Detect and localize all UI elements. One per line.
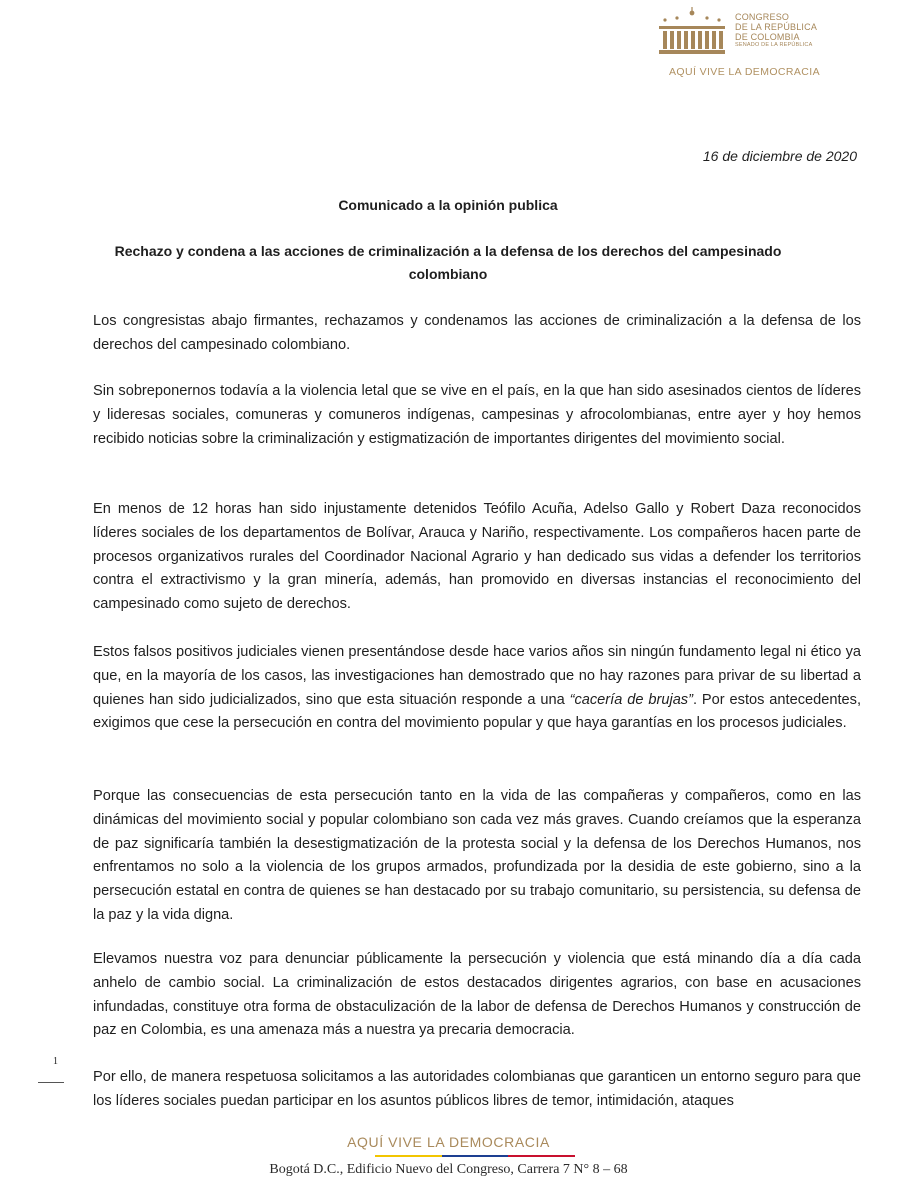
- italic-quote: “cacería de brujas”: [569, 691, 693, 708]
- body-paragraph: Porque las consecuencias de esta persecución tanto en la vida de las compañeras y compañeros, como en las dinámicas del movimiento social y popular colombiano son cada vez más graves. Cuando creíamos que la esperanza de paz significaría también la desestigmatización de la protesta social y la defensa de los Derechos Humanos, nos enfrentamos no solo a la violencia de los grupos armados, profundizada por la desidia de este gobierno, sino a la persecución estatal en contra de quienes se han destacado por su trabajo comunitario, su persistencia, su defensa de la paz y la vida digna.: [93, 788, 861, 923]
- document-subtitle: Rechazo y condena a las acciones de criminalización a la defensa de los derechos del campesinado colombiano: [114, 243, 782, 282]
- congress-logo: [655, 6, 820, 82]
- body-paragraph: Sin sobreponernos todavía a la violencia letal que se vive en el país, en la que han sido asesinados cientos de líderes y lideresas sociales, comuneras y comuneros indígenas, campesinas y afrocolombianas, entre ayer y hoy hemos recibido noticias sobre la criminalización y estigmatización de importantes dirigentes del movimiento social.: [93, 383, 861, 447]
- logo-line: CONGRESO: [735, 12, 790, 22]
- footer-slogan: AQUÍ VIVE LA DEMOCRACIA: [347, 1134, 550, 1150]
- footer-address: Bogotá D.C., Edificio Nuevo del Congreso, Carrera 7 N° 8 – 68: [269, 1162, 628, 1177]
- flag-color-rule: [375, 1155, 575, 1157]
- body-paragraph: Por ello, de manera respetuosa solicitamos a las autoridades colombianas que garanticen un entorno seguro para que los líderes sociales puedan participar en los asuntos públicos libres de temor, intimidación, ataques: [93, 1069, 861, 1109]
- paragraph-text: Estos falsos positivos judiciales vienen presentándose desde hace varios años sin ningún fundamento legal ni ético ya que, en la mayoría de los casos, las investigaciones han demostrado que no hay razones para privar de su libertad a quienes han sido judicializados, sino que esta situación responde a una: [93, 644, 861, 708]
- logo-wordmark: [735, 12, 820, 49]
- logo-small-line: SENADO DE LA REPÚBLICA: [735, 42, 813, 48]
- document-date: 16 de diciembre de 2020: [702, 148, 857, 164]
- flag-stripe-red: [508, 1155, 575, 1157]
- body-paragraph: En menos de 12 horas han sido injustamente detenidos Teófilo Acuña, Adelso Gallo y Robert Daza reconocidos líderes sociales de los departamentos de Bolívar, Arauca y Nariño, respectivamente. Los compañeros hacen parte de procesos organizativos rurales del Coordinador Nacional Agrario y han dedicado sus vidas a defender los territorios contra el extractivismo y la gran minería, además, han promovido en diversas instancias el reconocimiento del campesinado como sujeto de derechos.: [93, 501, 861, 613]
- capitol-building-icon: [657, 6, 727, 56]
- paragraph-text: . Por estos antecedentes, exigimos que cese la persecución en contra del movimiento popular y que haya garantías en los procesos judiciales.: [93, 691, 861, 732]
- logo-line: DE COLOMBIA: [735, 32, 800, 42]
- footnote-divider: [38, 1082, 64, 1083]
- document-title: Comunicado a la opinión publica: [338, 197, 558, 213]
- flag-stripe-yellow: [375, 1155, 442, 1157]
- body-paragraph: [93, 641, 861, 736]
- flag-stripe-blue: [442, 1155, 509, 1157]
- body-paragraph: Elevamos nuestra voz para denunciar públicamente la persecución y violencia que está minando día a día cada anhelo de cambio social. La criminalización de estos destacados dirigentes agrarios, con base en acusaciones infundadas, constituye otra forma de obstaculización de la labor de defensa de Derechos Humanos y construcción de paz en Colombia, es una amenaza más a nuestra ya precaria democracia.: [93, 951, 861, 1039]
- page-number: 1: [53, 1056, 58, 1067]
- body-paragraph: Los congresistas abajo firmantes, rechazamos y condenamos las acciones de criminalización a la defensa de los derechos del campesinado colombiano.: [93, 313, 861, 353]
- header-slogan: AQUÍ VIVE LA DEMOCRACIA: [669, 66, 820, 78]
- logo-line: DE LA REPÚBLICA: [735, 22, 818, 32]
